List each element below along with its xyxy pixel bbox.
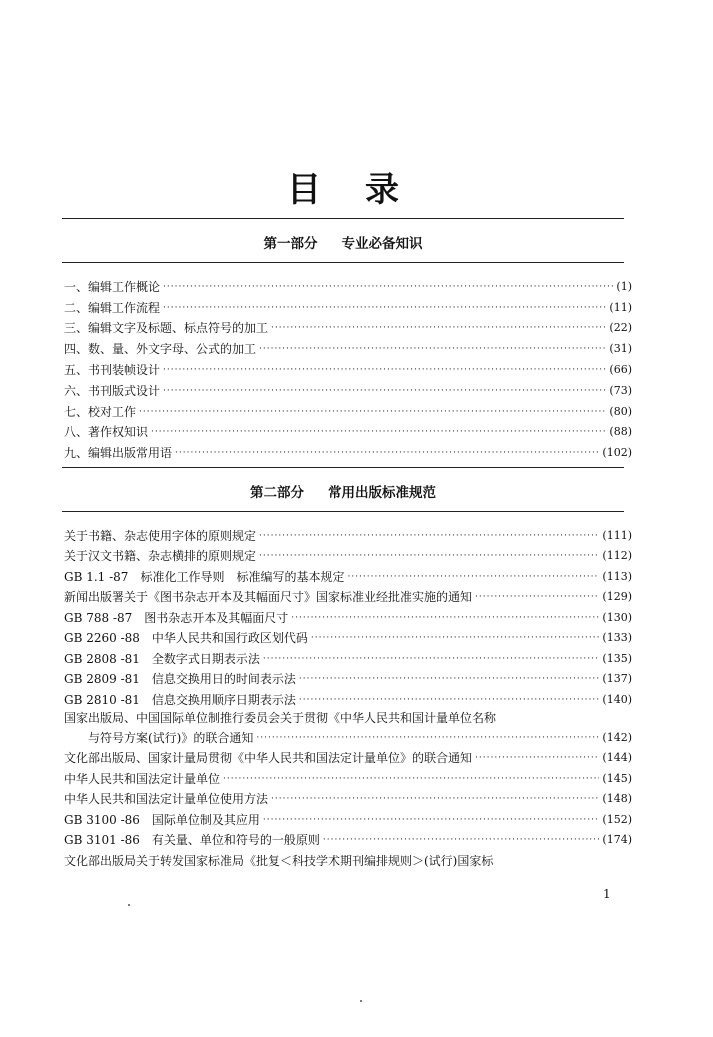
part2-rule-bottom bbox=[62, 511, 624, 512]
toc-leader-dots bbox=[151, 425, 606, 439]
toc-entry[interactable] bbox=[64, 786, 632, 807]
toc-entry-title: 一、编辑工作概论 bbox=[64, 279, 161, 294]
toc-entry-page: (148) bbox=[602, 792, 632, 805]
part1-toc-list bbox=[64, 273, 632, 460]
toc-entry-page: (88) bbox=[609, 425, 632, 439]
toc-entry[interactable] bbox=[64, 584, 632, 605]
toc-leader-dots bbox=[163, 363, 606, 377]
toc-entry[interactable] bbox=[64, 398, 632, 419]
toc-entry-page: (144) bbox=[602, 751, 632, 764]
toc-entry-page: (133) bbox=[602, 631, 632, 644]
toc-entry-title: 关于书籍、杂志使用字体的原则规定 bbox=[64, 528, 257, 543]
toc-entry-page: (73) bbox=[609, 383, 632, 397]
toc-entry-title: 九、编辑出版常用语 bbox=[64, 446, 173, 461]
page-number: 1 bbox=[603, 887, 611, 901]
toc-leader-dots bbox=[139, 405, 606, 419]
toc-entry-title: 五、书刊装帧设计 bbox=[64, 362, 161, 377]
toc-leader-dots bbox=[163, 280, 613, 294]
toc-entry[interactable] bbox=[64, 377, 632, 398]
toc-entry-page: (113) bbox=[602, 569, 632, 583]
toc-entry-title: 文化部出版局关于转发国家标准局《批复＜科技学术期刊编排规则＞(试行)国家标 bbox=[64, 853, 494, 868]
toc-entry-title: GB 788 -87 图书杂志开本及其幅面尺寸 bbox=[64, 610, 289, 625]
toc-entry-title: GB 3101 -86 有关量、单位和符号的一般原则 bbox=[64, 833, 320, 847]
toc-leader-dots bbox=[475, 751, 599, 765]
toc-entry-page: (112) bbox=[602, 549, 632, 562]
toc-entry-title: 新闻出版署关于《图书杂志开本及其幅面尺寸》国家标准业经批准实施的通知 bbox=[64, 590, 473, 604]
toc-entry-title: 六、书刊版式设计 bbox=[64, 383, 161, 398]
toc-entry[interactable] bbox=[64, 604, 632, 625]
toc-entry[interactable] bbox=[64, 543, 632, 564]
toc-entry-page: (111) bbox=[602, 528, 632, 542]
part2-heading bbox=[62, 483, 624, 503]
toc-entry-title: GB 2809 -81 信息交换用日的时间表示法 bbox=[64, 672, 296, 686]
toc-entry-page: (102) bbox=[602, 446, 632, 460]
toc-leader-dots bbox=[256, 731, 599, 745]
toc-entry[interactable] bbox=[64, 827, 632, 848]
toc-entry[interactable] bbox=[64, 294, 632, 315]
toc-leader-dots bbox=[259, 342, 606, 356]
toc-entry-page: (80) bbox=[609, 404, 632, 418]
toc-leader-dots bbox=[223, 772, 599, 786]
toc-entry-page: (130) bbox=[602, 610, 632, 624]
toc-entry[interactable] bbox=[64, 625, 632, 646]
scan-speck bbox=[128, 904, 130, 906]
toc-entry-title: 文化部出版局、国家计量局贯彻《中华人民共和国法定计量单位》的联合通知 bbox=[64, 751, 473, 765]
toc-entry-page: (31) bbox=[609, 342, 632, 356]
toc-entry[interactable] bbox=[64, 765, 632, 786]
toc-entry-title: 与符号方案(试行)》的联合通知 bbox=[88, 730, 254, 745]
toc-entry[interactable] bbox=[64, 522, 632, 543]
page-title: 目录 bbox=[287, 170, 443, 210]
toc-leader-dots bbox=[323, 833, 600, 847]
toc-leader-dots bbox=[299, 672, 600, 686]
toc-entry-page: (11) bbox=[609, 300, 632, 314]
toc-entry-page: (174) bbox=[602, 833, 632, 846]
toc-entry-title: GB 2260 -88 中华人民共和国行政区划代码 bbox=[64, 631, 308, 645]
toc-leader-dots bbox=[175, 446, 599, 460]
toc-entry-page: (22) bbox=[609, 321, 632, 335]
toc-entry-title: GB 2808 -81 全数字式日期表示法 bbox=[64, 651, 260, 666]
toc-entry[interactable] bbox=[64, 707, 632, 725]
toc-entry[interactable] bbox=[64, 847, 632, 868]
toc-leader-dots bbox=[163, 384, 606, 398]
toc-leader-dots bbox=[347, 570, 599, 584]
toc-entry-title: 中华人民共和国法定计量单位使用方法 bbox=[64, 792, 269, 806]
toc-leader-dots bbox=[263, 813, 600, 827]
toc-entry[interactable] bbox=[64, 315, 632, 336]
part1-rule-top bbox=[62, 262, 624, 263]
toc-entry-title: 关于汉文书籍、杂志横排的原则规定 bbox=[64, 549, 257, 563]
part2-rule-top bbox=[62, 467, 624, 468]
toc-entry-title: 三、编辑文字及标题、标点符号的加工 bbox=[64, 321, 269, 336]
toc-entry[interactable] bbox=[64, 335, 632, 356]
toc-entry[interactable] bbox=[64, 563, 632, 584]
toc-leader-dots bbox=[263, 652, 600, 666]
toc-entry-continuation[interactable] bbox=[64, 725, 632, 745]
toc-leader-dots bbox=[271, 792, 599, 806]
toc-entry-page: (142) bbox=[602, 730, 632, 744]
toc-entry-title: 二、编辑工作流程 bbox=[64, 300, 161, 315]
part2-heading-name: 常用出版标准规范 bbox=[328, 485, 436, 501]
toc-leader-dots bbox=[311, 631, 600, 645]
part2-heading-number: 第二部分 bbox=[250, 485, 304, 501]
toc-entry-page: (140) bbox=[602, 692, 632, 706]
toc-entry-title: GB 1.1 -87 标准化工作导则 标准编写的基本规定 bbox=[64, 569, 345, 584]
toc-entry-page: (66) bbox=[609, 362, 632, 376]
part1-heading bbox=[62, 234, 624, 254]
toc-entry[interactable] bbox=[64, 745, 632, 766]
toc-entry-title: 八、著作权知识 bbox=[64, 425, 149, 440]
toc-leader-dots bbox=[299, 693, 600, 707]
scan-speck bbox=[360, 1000, 362, 1002]
part1-heading-number: 第一部分 bbox=[263, 236, 318, 252]
toc-entry-title: GB 3100 -86 国际单位制及其应用 bbox=[64, 812, 260, 827]
toc-entry-page: (129) bbox=[602, 590, 632, 603]
toc-entry-page: (1) bbox=[616, 279, 632, 293]
toc-entry[interactable] bbox=[64, 419, 632, 440]
toc-entry[interactable] bbox=[64, 686, 632, 707]
toc-leader-dots bbox=[259, 549, 599, 563]
toc-entry[interactable] bbox=[64, 273, 632, 294]
part1-heading-name: 专业必备知识 bbox=[341, 236, 423, 252]
toc-entry-page: (135) bbox=[602, 651, 632, 665]
title-rule bbox=[62, 218, 624, 219]
toc-entry-title: 四、数、量、外文字母、公式的加工 bbox=[64, 342, 257, 357]
toc-entry-title: GB 2810 -81 信息交换用顺序日期表示法 bbox=[64, 692, 296, 707]
toc-entry-title: 中华人民共和国法定计量单位 bbox=[64, 771, 221, 786]
toc-leader-dots bbox=[291, 611, 599, 625]
toc-leader-dots bbox=[271, 321, 606, 335]
toc-entry[interactable] bbox=[64, 645, 632, 666]
toc-entry[interactable] bbox=[64, 439, 632, 460]
part2-toc-list bbox=[64, 522, 632, 868]
toc-leader-dots bbox=[475, 590, 599, 604]
toc-entry-page: (152) bbox=[602, 812, 632, 826]
toc-entry[interactable] bbox=[64, 806, 632, 827]
toc-entry-title: 七、校对工作 bbox=[64, 404, 137, 419]
toc-entry-page: (145) bbox=[602, 771, 632, 785]
toc-entry[interactable] bbox=[64, 666, 632, 687]
toc-entry-title: 国家出版局、中国国际单位制推行委员会关于贯彻《中华人民共和国计量单位名称 bbox=[64, 710, 497, 725]
toc-leader-dots bbox=[259, 529, 599, 543]
toc-leader-dots bbox=[163, 301, 606, 315]
toc-entry-page: (137) bbox=[602, 672, 632, 685]
toc-entry[interactable] bbox=[64, 356, 632, 377]
